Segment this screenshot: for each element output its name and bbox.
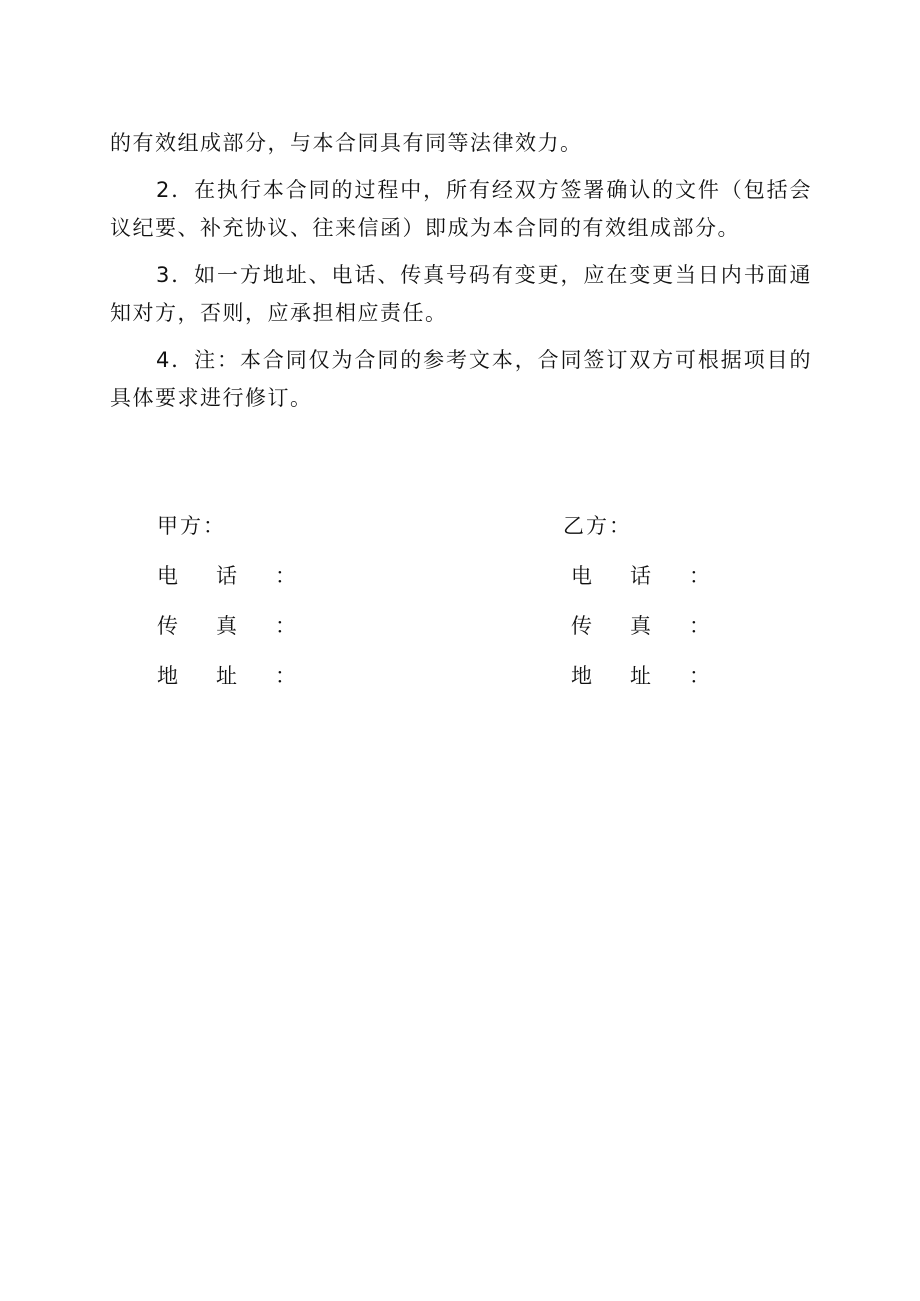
- colon: ：: [275, 564, 296, 588]
- fax-label: 传真: [571, 614, 689, 638]
- clause-2: 2．在执行本合同的过程中，所有经双方签署确认的文件（包括会议纪要、补充协议、往来信函）即成为本合同的有效组成部分。: [110, 178, 812, 240]
- clause-4-note: 4．注：本合同仅为合同的参考文本，合同签订双方可根据项目的具体要求进行修订。: [110, 348, 812, 410]
- phone-label: 电话: [157, 564, 275, 588]
- party-b-fax: [571, 612, 710, 640]
- party-a-phone: [157, 562, 296, 590]
- colon: ：: [689, 614, 710, 638]
- party-b-phone: [571, 562, 710, 590]
- contract-body: [110, 124, 812, 426]
- party-a-signature-block: [157, 512, 296, 712]
- party-b-label: 乙方：: [563, 514, 632, 538]
- party-a-fax: [157, 612, 296, 640]
- party-a-label: 甲方：: [157, 514, 226, 538]
- colon: ：: [275, 614, 296, 638]
- fax-label: 传真: [157, 614, 275, 638]
- colon: ：: [689, 564, 710, 588]
- party-a-address: [157, 662, 296, 690]
- clause-3: 3．如一方地址、电话、传真号码有变更，应在变更当日内书面通知对方，否则，应承担相应责任。: [110, 263, 812, 325]
- party-b-signature-block: [563, 512, 710, 712]
- party-b-address: [571, 662, 710, 690]
- address-label: 地址: [157, 664, 275, 688]
- colon: ：: [275, 664, 296, 688]
- address-label: 地址: [571, 664, 689, 688]
- paragraph-continuation: 的有效组成部分，与本合同具有同等法律效力。: [110, 131, 583, 155]
- colon: ：: [689, 664, 710, 688]
- phone-label: 电话: [571, 564, 689, 588]
